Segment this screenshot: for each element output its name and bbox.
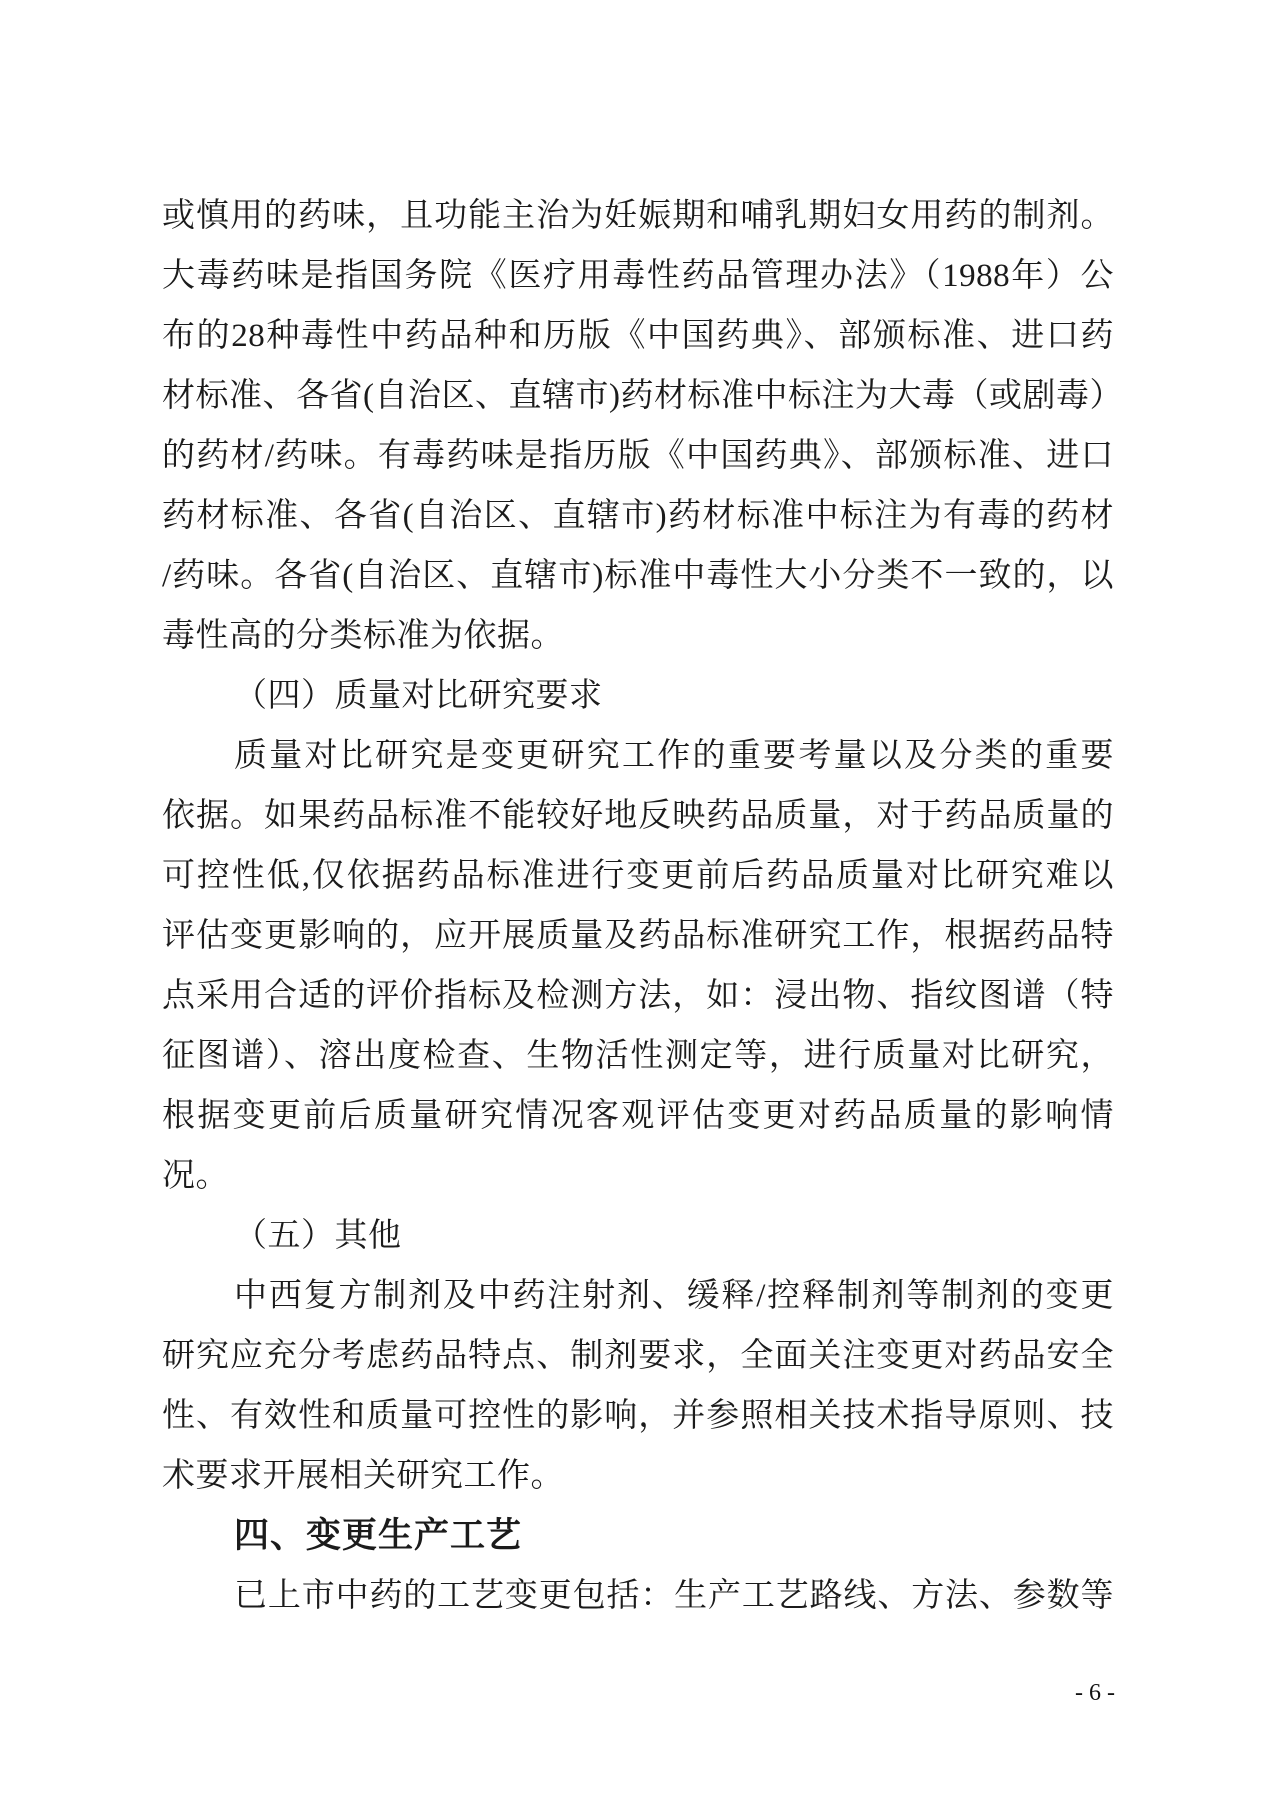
- text-line: 毒性高的分类标准为依据。: [162, 618, 564, 654]
- text-line: （五）其他: [234, 1218, 402, 1254]
- text-line: 大毒药味是指国务院《医疗用毒性药品管理办法》（1988年）公: [162, 258, 1114, 294]
- text-line: 依据。如果药品标准不能较好地反映药品质量，对于药品质量的: [162, 798, 1114, 834]
- text-line: 况。: [162, 1158, 229, 1194]
- text-line: 术要求开展相关研究工作。: [162, 1458, 564, 1494]
- text-line: 质量对比研究是变更研究工作的重要考量以及分类的重要: [234, 738, 1114, 774]
- text-line: 布的28种毒性中药品种和历版《中国药典》、部颁标准、进口药: [162, 318, 1114, 354]
- page-number: - 6 -: [1075, 1680, 1115, 1706]
- text-line: 已上市中药的工艺变更包括：生产工艺路线、方法、参数等: [234, 1578, 1114, 1614]
- text-line: 的药材/药味。有毒药味是指历版《中国药典》、部颁标准、进口: [162, 438, 1114, 474]
- text-line: 可控性低,仅依据药品标准进行变更前后药品质量对比研究难以: [162, 858, 1114, 894]
- text-line: （四）质量对比研究要求: [234, 678, 603, 714]
- text-line: 评估变更影响的，应开展质量及药品标准研究工作，根据药品特: [162, 918, 1114, 954]
- text-line: 点采用合适的评价指标及检测方法，如：浸出物、指纹图谱（特: [162, 978, 1114, 1014]
- text-line: 药材标准、各省(自治区、直辖市)药材标准中标注为有毒的药材: [162, 498, 1114, 534]
- text-line: 根据变更前后质量研究情况客观评估变更对药品质量的影响情: [162, 1098, 1114, 1134]
- text-line: 征图谱）、溶出度检查、生物活性测定等，进行质量对比研究，: [162, 1038, 1114, 1074]
- text-line: 性、有效性和质量可控性的影响，并参照相关技术指导原则、技: [162, 1398, 1114, 1434]
- section-heading: 四、变更生产工艺: [234, 1516, 523, 1555]
- text-line: 中西复方制剂及中药注射剂、缓释/控释制剂等制剂的变更: [234, 1278, 1114, 1314]
- document-body: [162, 186, 1123, 1626]
- text-line: 材标准、各省(自治区、直辖市)药材标准中标注为大毒（或剧毒）: [162, 378, 1123, 414]
- text-line: 或慎用的药味，且功能主治为妊娠期和哺乳期妇女用药的制剂。: [162, 198, 1114, 234]
- text-line: /药味。各省(自治区、直辖市)标准中毒性大小分类不一致的，以: [162, 558, 1114, 594]
- text-line: 研究应充分考虑药品特点、制剂要求，全面关注变更对药品安全: [162, 1338, 1114, 1374]
